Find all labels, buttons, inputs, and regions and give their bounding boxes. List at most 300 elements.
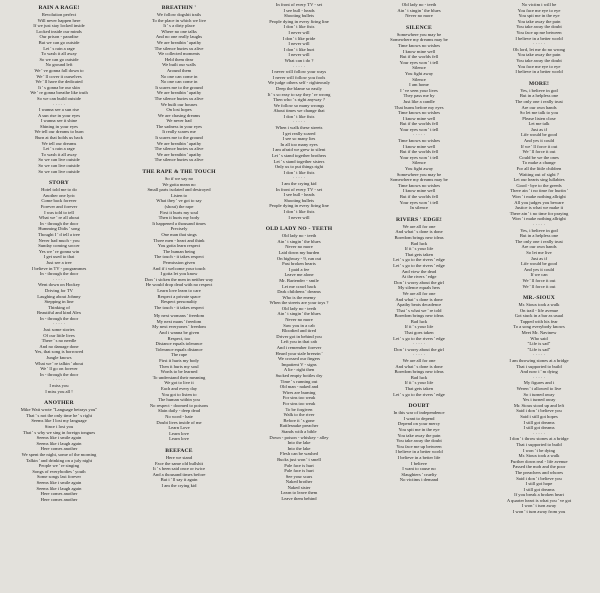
lyric-line: Somewhere you may be [396,171,442,177]
lyric-line: Tapped with his fear [520,318,558,324]
lyrics-column-5 [480,2,598,515]
lyric-line: Old lady no - teeth [281,233,317,239]
lyric-line: Pale face is hurt [284,462,314,468]
lyric-line: And yes it could [523,266,555,272]
lyric-line: Boredom brings new ideas [394,313,444,319]
lyric-line: Past broken hearts [282,261,316,267]
lyric-line: But in a helpless one [519,93,559,99]
lyric-line: You take away the pain [517,52,561,58]
section-gap [480,289,598,292]
lyric-line: I am throwing stones at a bridge [509,358,569,364]
lyric-line: I won ' t turn away from you [512,509,566,515]
lyric-line: I am afraid we grew to silent [272,147,326,153]
lyric-line: Oh lord, let me do no wrong [512,46,566,52]
lyric-line: Time knows no wishes [397,182,441,188]
lyric-line: I believe in a better world [395,449,443,455]
lyric-line: But if the worlds fell [399,194,439,199]
lyric-line: · · · · · [532,352,546,358]
lyric-line: Let ' s rain a rage [43,146,75,152]
lyric-line: We got to live it [164,380,194,386]
lyric-line: Let ' s go to the rivers ' edge [393,335,445,341]
lyric-line: Dark childrens ' dreams [277,289,321,295]
lyric-line: Sunday coming soccer [38,243,80,249]
lyric-line: Justice is what we make it [514,205,564,211]
lyric-line: Slain daily - deep dead [157,408,201,414]
lyric-line: Never no more [285,317,313,323]
song-title: MORE! [528,80,550,87]
lyric-line: Three men - heart and think [153,237,205,243]
lyric-line: You take away the doubt [396,438,442,444]
section-gap [0,394,118,397]
section-gap [120,442,238,445]
song-title: STORY [49,180,69,187]
lyric-line: Since i lost you [44,423,74,429]
lyric-line: Good - bye to the greeds [516,182,562,188]
lyric-line: My silence equals hers [398,285,440,291]
lyric-line: Somewhere you may be [396,31,442,37]
lyric-line: But in a helpless one [519,233,559,239]
lyric-line: We follow so many wrongs [273,102,325,108]
lyric-line: That i supported to build [516,363,562,369]
lyric-line: It ' s so easy to say they ' re wrong [267,91,331,97]
lyric-line: Yes, i believe in god [520,227,558,233]
lyric-line: Mr. Sioux took a walk [518,453,560,459]
lyric-line: I don ' t like fists [283,169,315,175]
lyric-line: That ' s what we ' re told [396,307,442,313]
song-title: SILENCE [406,24,432,31]
lyric-line: Naked sister [287,484,311,490]
lyric-line: Yes i turned away [522,397,556,403]
lyric-line: No victims i demand [399,477,439,483]
lyric-line: Sucked empty bottles dry [275,373,323,378]
lyric-line: What can i do ? [284,57,314,63]
lyric-line: Deep the blame so easily [276,85,322,91]
lyric-line: The silence buries us alive [154,157,204,163]
lyric-line: Forever and forever [40,204,78,209]
lyric-line: For sins too weak [282,395,316,401]
lyric-line: I still got dreams [523,486,555,492]
lyric-line: My next everyones ' freedom [152,324,206,330]
lyric-line: And no one really laughs [155,34,203,40]
lyric-line: You fight away [404,166,434,172]
lyric-line: Down - poison - whiskey - alley [269,434,329,440]
lyric-line: Let ' s stand together sisters [273,158,325,164]
lyric-line: If it ' s your life [404,380,434,386]
lyrics-column-2 [120,2,238,489]
lyric-line: Are our own hands [521,104,557,110]
lyric-line: Our prison - paradise [39,34,79,40]
lyric-line: I see bull - heads [283,192,315,198]
lyric-line: We ' ll force it out [522,283,556,289]
lyric-line: That gets taken [404,251,434,257]
lyric-line: Let ' s stand together brothers [271,153,327,159]
lyric-line: Are our own hands [521,244,557,250]
lyric-line: When the streets are your toys ? [269,300,329,306]
lyric-line: Life would be good [520,261,558,267]
lyric-line: That i supported to build [516,441,562,447]
lyric-line: Revolution perfect [41,12,77,17]
lyric-line: Into the lake [287,440,311,446]
lyric-line: Then it hurts my body [158,215,200,221]
lyric-line: To wash it all away [41,151,77,157]
lyric-line: We tell our dreams [41,140,77,146]
lyric-line: We are breathin ' apathy [156,39,202,45]
lyric-line: There ain ' t no time for praying [509,210,569,216]
lyric-line: You got to listen to [161,391,197,397]
lyric-line: Won ' t make nothing allright [512,216,566,222]
lyric-line: To a song everybody knows [513,324,565,330]
lyric-line: So we can live outside [38,157,80,163]
song-section [120,4,238,163]
lyric-line: I see so many lies [282,136,316,142]
song-title: MR.-SIOUX [522,295,556,302]
song-section [360,402,478,483]
lyric-line: And what ' s done is done [395,229,443,235]
lyric-line: My next mans ' freedom [156,318,202,324]
lyric-line: Boredom brings new ideas [394,369,444,375]
lyric-line: There ' s no needle [41,338,77,344]
lyric-line: We tell our dreams to burn [34,129,84,135]
lyric-line: No word - hate [165,413,193,419]
lyric-line: We ' ll force it out [522,149,556,155]
song-section [480,294,598,515]
lyric-line: I want to depend [403,415,435,421]
lyric-line: We ' ll have the dedicated [35,79,83,85]
lyric-line: One man that sings [161,231,197,237]
lyric-line: Small parts isolated and destroyed [147,187,211,193]
song-title: THE RAPE & THE TOUCH [142,169,216,176]
lyric-line: Stepping in line [44,299,74,305]
lyric-line: Tolerance equals distance [155,346,203,352]
lyric-line: Respect personality [160,299,198,305]
lyric-line: We gotta mean no [162,181,196,187]
lyric-line: I get really scared [282,130,316,136]
lyric-line: Slaughters ' cruelty [401,471,437,477]
lyric-line: The only one i really trust [515,238,563,244]
lyric-line: Said i don ' t believe you [516,475,562,481]
lyric-line: What we ' re talkin ' about [34,360,84,366]
lyric-line: On lost hopes [166,107,192,113]
lyric-line: Pale face is hurt [284,468,314,474]
lyric-line: And if i welcome your touch [152,265,206,271]
lyric-line: Who said [530,335,548,341]
song-section [120,168,238,310]
lyric-line: Don ' t worry about the girl [393,279,445,285]
lyric-line: Silence [412,160,426,166]
lyric-line: We are breathin ' apathy [156,151,202,157]
lyric-line: A quarter heart is what you ' ve got [506,497,572,503]
lyric-line: Permission given [163,259,195,265]
lyric-line: I know mine well [402,48,436,54]
lyric-line: It ' s gonna be our skin [38,84,80,90]
lyric-line: You take away the pain [517,18,561,24]
lyric-line: Respect, too [167,335,191,341]
lyric-line: Locked inside our minds [36,28,82,34]
song-title: RIVERS ' EDGE! [395,216,442,223]
song-section [0,4,118,174]
song-title: ANOTHER [44,400,74,407]
lyric-line: Went down on Hockey [37,282,81,288]
lyric-line: Just some stories [43,327,75,333]
lyric-line: I never will [288,214,310,220]
lyric-line: So i turned away [523,391,555,397]
lyric-line: I was told to tell [44,209,74,215]
lyric-line: I believe in a better world [515,35,563,41]
lyric-line: Waiting out of sight ? [519,171,559,177]
lyric-line: You face me eye to eye [517,63,561,69]
lyric-line: That goes taken [404,330,434,336]
lyric-line: We are chasing dreams [157,112,201,118]
lyric-line: I never will follow you fools [272,74,326,80]
lyric-line: Time knows no wishes [397,110,441,116]
lyric-line: I gotta let you know [160,271,198,277]
lyric-line: If we just stay locked inside [33,23,85,29]
song-title: BREATHIN ' [161,5,197,11]
lyric-line: But if the worlds fell [399,121,439,127]
lyric-line: We are breathin ' apathy [156,90,202,96]
lyric-line: No respect - doomed to poisons [149,402,209,408]
lyric-line: So we can live outside [38,168,80,174]
song-section [240,225,358,502]
lyric-line: That gets taken [404,386,434,391]
lyric-line: Seems like i laugh again [36,485,82,491]
lyric-line: Never no more [405,13,433,19]
lyric-line: But if the worlds fell [399,149,439,155]
lyric-line: What they ' ve got to say [156,198,202,204]
lyric-line: In - through the door [39,220,79,226]
lyric-line: Time ' s running out [280,378,318,384]
lyric-line: Your eyes won ' t tell [399,199,439,205]
lyric-line: I still got dreams [523,425,555,431]
lyric-line: About times we change that [273,108,325,114]
lyric-line: First it hurts my soul [159,209,199,215]
lyric-line: I know mine well [402,143,436,149]
lyric-line: Learn love [169,436,189,442]
lyric-line: Flesh can be washed [280,451,318,457]
lyric-line: Don ' t sicken the men in neither way [144,276,214,282]
lyric-line: I don ' t like fists [283,208,315,214]
lyric-line: "Life is sad" [527,341,551,347]
lyric-line: Old lady no - teeth [401,2,437,7]
lyric-line: Yes we ' re gonna win [38,248,80,254]
lyric-line: Some songs last forever [36,474,81,480]
lyric-line: If we ' ll force it out [520,143,558,149]
lyric-line: · · · · · [412,341,426,347]
lyric-line: Said i still got hopes [520,413,558,419]
lyric-line: Thinking of [48,304,70,310]
lyric-line: Old lady no - teeth [281,305,317,311]
lyric-line: The sadness in your eyes [156,123,202,129]
song-section [0,179,118,394]
lyric-line: We are all for one [402,223,436,229]
lyric-line: I wanna see a sun rise [38,107,80,113]
lyric-line: If we can [530,272,548,278]
lyric-line: I believe [411,460,427,466]
section-gap [360,211,478,214]
lyric-line: The human being [162,248,196,254]
lyric-line: In - through the door [39,271,79,277]
lyric-line: Precisely [170,226,188,232]
lyric-line: Ain ' t singin ' the blues [277,311,321,317]
lyric-line: We collected moments [158,51,200,57]
song-section [480,2,598,75]
song-section [360,216,478,397]
lyric-line: Just as if [530,255,548,261]
lyric-line: · · · · · [532,374,546,380]
lyric-line: On highway - 9, run out [276,255,322,261]
lyric-line: Here comes another [40,491,78,497]
lyric-line: I still got dreams [523,419,555,425]
lyric-line: Mr. Sioux stood up and left [513,402,565,408]
lyric-line: There ain ' t no time for hurtin ' [510,188,568,194]
lyric-line: You spit me in the eye [518,13,560,19]
lyric-line: Your eyes won ' t tell [399,59,439,65]
lyric-line: If you break a broken heart [514,492,564,498]
song-title: BEEFACE [165,447,193,454]
lyric-line: We ' ll go on forever [40,366,78,372]
lyric-line: Before it ' s gone [283,417,315,423]
lyric-line: Then it hurts my soul [159,363,199,369]
lyric-line: We are all for one [402,358,436,364]
lyric-line: Ain ' t singin ' the blues [277,238,321,244]
lyric-line: To be forgiven [285,406,313,412]
section-gap [0,174,118,177]
lyric-line: I don ' t like fists [283,24,315,30]
lyric-line: Leave me alone [284,272,314,278]
lyric-line: Mr. Bartender - smile [279,277,319,283]
lyric-line: Let our hearts sing lullabies [513,177,565,183]
lyric-line: In this war of independence [393,410,445,416]
lyric-line: Bad luck [410,318,428,324]
lyric-line: Heard your stale breezin ' [275,350,323,356]
lyric-line: And what ' s done is done [395,363,443,369]
lyrics-column-1 [0,2,118,502]
lyric-line: · · · · · [532,41,546,47]
lyric-line: Yes, i believe in god [520,87,558,93]
lyric-line: Don ' t worry about the girl [393,346,445,352]
lyric-line: Won ' t make nothing allright [512,194,566,199]
lyric-line: I am home [409,82,429,88]
lyric-line: Somewhere my dreams may be [390,177,448,183]
song-title: OLD LADY NO - TEETH [265,226,333,233]
lyric-line: You face me eye to eye [517,7,561,13]
section-gap [240,220,358,223]
lyric-line: To understand their meaning [152,374,206,380]
lyric-line: Bad luck [410,240,428,246]
lyric-line: Just see a tree [46,259,72,265]
lyric-line: They pass me by [403,93,435,99]
lyric-line: Ain ' t singin ' the blues [397,7,441,13]
song-section [0,399,118,502]
lyric-line: I don ' t like pride [282,35,316,41]
lyric-line: Here comes another [40,446,78,452]
lyric-line: Mike Watt wrote "Language betrays you" [20,407,98,413]
lyric-line: People dying in every firing line [269,18,329,24]
section-gap [360,19,478,22]
lyric-line: We are breathin ' apathy [156,140,202,146]
lyric-line: I wanna see it shine [40,118,78,124]
lyric-line: (shout) the rape [164,204,194,209]
lyric-line: Here comes another [40,496,78,502]
lyric-line: You fight away [404,70,434,76]
lyric-line: The preachers and whores [514,469,564,475]
section-gap [480,75,598,78]
lyric-line: Wires are burning [282,389,316,395]
lyric-line: People we ' re singing [38,463,80,469]
lyric-line: · · · · · [532,430,546,436]
lyric-line: It really scares me [162,129,196,135]
lyric-line: But i ' ll say it again [160,477,198,483]
lyric-line: No victim i will be [521,2,557,7]
lyric-line: In silence [410,205,428,211]
lyrics-column-3 [240,2,358,502]
lyric-line: Then who ' s right anyway ? [273,97,325,103]
lyric-line: What we ' re all about [38,215,80,221]
lyric-line: Burn at that holds us back [35,135,83,141]
lyric-line: · · · · · [412,132,426,138]
lyric-line: So we can build outside [37,95,81,101]
lyric-line: I never will [288,29,310,35]
lyric-line: My next womans ' freedom [153,313,205,319]
lyric-line: But if the worlds fell [399,54,439,60]
lyric-line: Bad luck [410,374,428,380]
lyric-line: Of our little lives [43,332,75,338]
lyric-line: · · · · · [52,377,66,383]
lyric-line: Another one lyric [42,192,76,198]
lyric-line: Let ' s go to the rivers ' edge [393,257,445,263]
lyric-line: Your eyes won ' t tell [399,126,439,132]
lyric-line: Further down real - life avenue [510,458,568,464]
lyric-line: Just as if [530,126,548,132]
lyric-line: Jungle knows [46,355,72,361]
lyric-line: In - through the door [39,315,79,321]
lyric-line: People dying in every firing line [269,203,329,209]
lyric-line: Only us to put things right [274,164,324,170]
lyric-line: Depend on your mercy [397,421,441,427]
lyric-line: So let me talk to you [519,110,559,116]
lyric-line: I still got hope [525,481,553,487]
lyric-line: Stands with a bible [281,428,317,434]
lyric-line: I miss you all ! [45,388,73,394]
lyric-line: No one can come in [160,79,198,85]
lyric-line: In front of every TV - set [275,186,323,192]
lyric-line: Will never happen here [37,17,81,23]
lyric-line: Hotel told me to do [41,187,77,193]
lyric-line: I know mine well [402,115,436,121]
lyric-line: To make a change [522,160,556,166]
lyric-line: It scares me to the ground [155,135,203,141]
lyric-line: If it ' s your life [404,324,434,330]
lyric-line: You face me up between [396,443,442,449]
lyric-line: Left you in that cab [281,339,317,345]
lyric-line: Meet Mr. Navinew [521,330,557,336]
lyric-line: Time knows no wishes [397,42,441,48]
lyric-line: Doubt lives inside of me [156,419,202,425]
lyric-line: All you judges you beware [514,199,564,205]
lyric-line: The human within you [158,397,200,403]
lyric-line: Let ' s go to the rivers ' edge [393,262,445,268]
song-title: DOUBT [408,403,430,410]
lyric-line: I don ' t like fists [283,113,315,119]
lyric-line: Talkin ' and drinking on a july night [26,457,92,463]
lyric-line: Come back forever [41,198,77,204]
lyric-line: Bucks just won ' t smell [277,456,321,462]
song-section [120,447,238,489]
lyric-line: I don ' t like hurt [283,46,315,52]
lyric-line: You take away the pain [397,432,441,438]
lyric-line: We judge others self - righteously [267,80,330,86]
lyric-line: I believe in TV - programmes [31,265,87,271]
